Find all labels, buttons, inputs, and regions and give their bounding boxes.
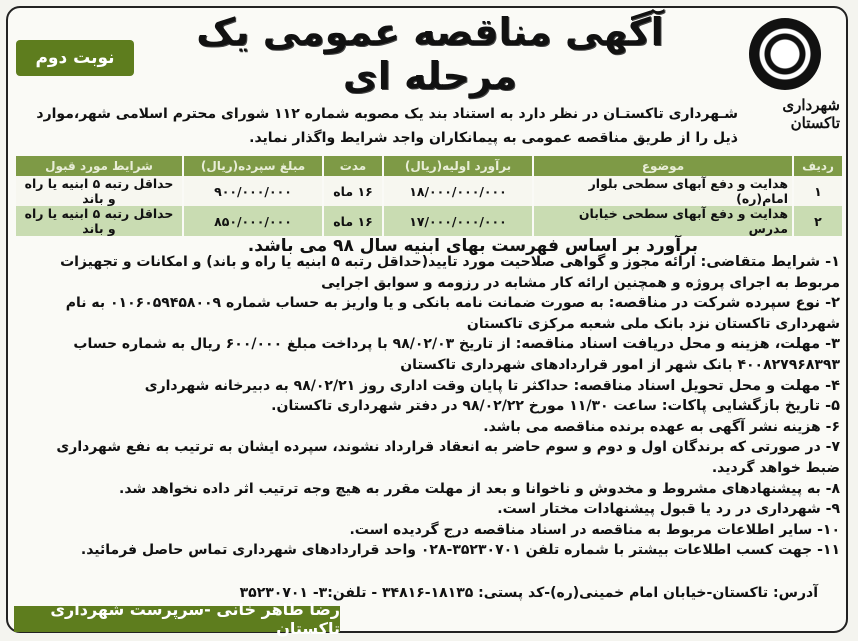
cell-subject: هدایت و دفع آبهای سطحی بلوار امام(ره) [533, 176, 793, 206]
condition-text: ۶- هزینه نشر آگهی به عهده برنده مناقصه می باشد. [483, 418, 840, 435]
condition-heading: ۳- مهلت، هزینه و محل دریافت اسناد مناقصه: [515, 336, 840, 353]
table-row [15, 176, 842, 206]
col-header-requirements: شرایط مورد قبول [15, 156, 183, 176]
cell-duration: ۱۶ ماه [323, 176, 383, 206]
page-title: آگهی مناقصه عمومی یک مرحله ای [196, 10, 664, 98]
condition-text: ساعت ۱۱/۳۰ مورخ ۹۸/۰۲/۲۲ در دفتر شهرداری تاکستان. [271, 398, 662, 415]
signature-bar: رضا طاهر خانی -سرپرست شهرداری تاکستان [14, 606, 340, 632]
condition-heading: ۱- شرایط متقاضی: [700, 254, 840, 270]
condition-item [18, 437, 840, 478]
col-header-duration: مدت [323, 156, 383, 176]
cell-subject: هدایت و دفع آبهای سطحی خیابان مدرس [533, 206, 793, 236]
condition-text: ۸- به پیشنهادهای مشروط و مخدوش و ناخوانا و بعد از مهلت مقرر به هیچ وجه ترتیب اثر داده نخواهد شد. [119, 480, 840, 497]
condition-item [18, 417, 840, 438]
cell-requirements: حداقل رتبه ۵ ابنیه یا راه و باند [15, 176, 183, 206]
condition-item [18, 334, 840, 375]
condition-heading: ۴- مهلت و محل تحویل اسناد مناقصه: [573, 377, 840, 394]
condition-item [18, 479, 840, 500]
cell-estimate: ۱۷/۰۰۰/۰۰۰/۰۰۰ [383, 206, 533, 236]
condition-text: ۷- در صورتی که برندگان اول و دوم و سوم حاضر به انعقاد قرارداد نشوند، سپرده ایشان به ترتیب به نفع شهرداری ضبط خواهد گردید. [56, 439, 840, 476]
estimate-note: برآورد بر اساس فهرست بهای ابنیه سال ۹۸ می باشد. [247, 236, 698, 256]
condition-item [18, 293, 840, 334]
condition-text: حداکثر تا پایان وقت اداری روز ۹۸/۰۲/۲۱ به دبیرخانه شهرداری [144, 377, 574, 394]
condition-text: ۱۱- جهت کسب اطلاعات بیشتر با شماره تلفن ۳۵۲۳۰۷۰۱-۰۲۸ واحد قراردادهای شهرداری تماس حاصل فرمائید. [80, 542, 840, 559]
tender-table [14, 156, 842, 236]
issue-badge: نوبت دوم [16, 40, 134, 76]
cell-duration: ۱۶ ماه [323, 206, 383, 236]
col-header-deposit: مبلغ سپرده(ریال) [183, 156, 323, 176]
condition-text: ۹- شهرداری در رد یا قبول پیشنهادات مختار است. [497, 501, 840, 518]
intro-paragraph: شـهرداری تاکستـان در نظر دارد به استناد بند یک مصوبه شماره ۱۱۲ شورای محترم اسلامی شهر،موارد ذیل را از طریق مناقصه عمومی به پیمانکاران واجد شرایط واگذار نماید. [36, 106, 738, 146]
condition-text: ارائه مجوز و گواهی صلاحیت مورد تایید(حداقل رتبه ۵ ابنیه یا راه و باند) و امکانات و تجهیزات مربوط به اجرای پروژه و همچنین ارائه کار مشابه در رزومه و سوابق اجرایی [60, 254, 840, 291]
condition-text: ۱۰- سایر اطلاعات مربوط به مناقصه در اسناد مناقصه درج گردیده است. [349, 521, 840, 538]
condition-item [18, 540, 840, 561]
cell-row-number: ۲ [793, 206, 842, 236]
condition-text: از تاریخ ۹۸/۰۲/۰۳ با پرداخت مبلغ ۶۰۰/۰۰۰ ریال به شماره حساب ۴۰۰۸۲۷۹۶۸۳۹۳ بانک شهر از امور قراردادهای شهرداری تاکستان [73, 336, 840, 373]
address-label: آدرس: [773, 585, 818, 601]
cell-deposit: ۹۰۰/۰۰۰/۰۰۰ [183, 176, 323, 206]
condition-text: به صورت ضمانت نامه بانکی و یا واریز به حساب شماره ۰۱۰۶۰۵۹۴۵۸۰۰۹ به نام شهرداری تاکستان نزد بانک ملی شعبه مرکزی تاکستان [65, 295, 840, 332]
condition-item [18, 520, 840, 541]
col-header-row-number: ردیف [793, 156, 842, 176]
condition-item [18, 252, 840, 293]
cell-row-number: ۱ [793, 176, 842, 206]
cell-deposit: ۸۵۰/۰۰۰/۰۰۰ [183, 206, 323, 236]
condition-item [18, 499, 840, 520]
table-row [15, 206, 842, 236]
address-text: تاکستان-خیابان امام خمینی(ره)-کد پستی: ۱۸۱۳۵-۳۴۸۱۶ - تلفن:۳- ۳۵۲۳۰۷۰۱ [239, 585, 774, 601]
cell-estimate: ۱۸/۰۰۰/۰۰۰/۰۰۰ [383, 176, 533, 206]
emblem-icon [749, 18, 821, 90]
condition-heading: ۲- نوع سپرده شرکت در مناقصه: [608, 295, 840, 312]
condition-item [18, 396, 840, 417]
cell-requirements: حداقل رتبه ۵ ابنیه یا راه و باند [15, 206, 183, 236]
logo-text: شهرداری تاکستان [782, 96, 840, 132]
col-header-subject: موضوع [533, 156, 793, 176]
col-header-estimate: برآورد اولیه(ریال) [383, 156, 533, 176]
conditions-list [18, 252, 840, 561]
municipality-logo [730, 18, 840, 138]
condition-heading: ۵- تاریخ بازگشایی پاکات: [661, 398, 840, 415]
condition-item [18, 376, 840, 397]
table-header-row [15, 156, 842, 176]
